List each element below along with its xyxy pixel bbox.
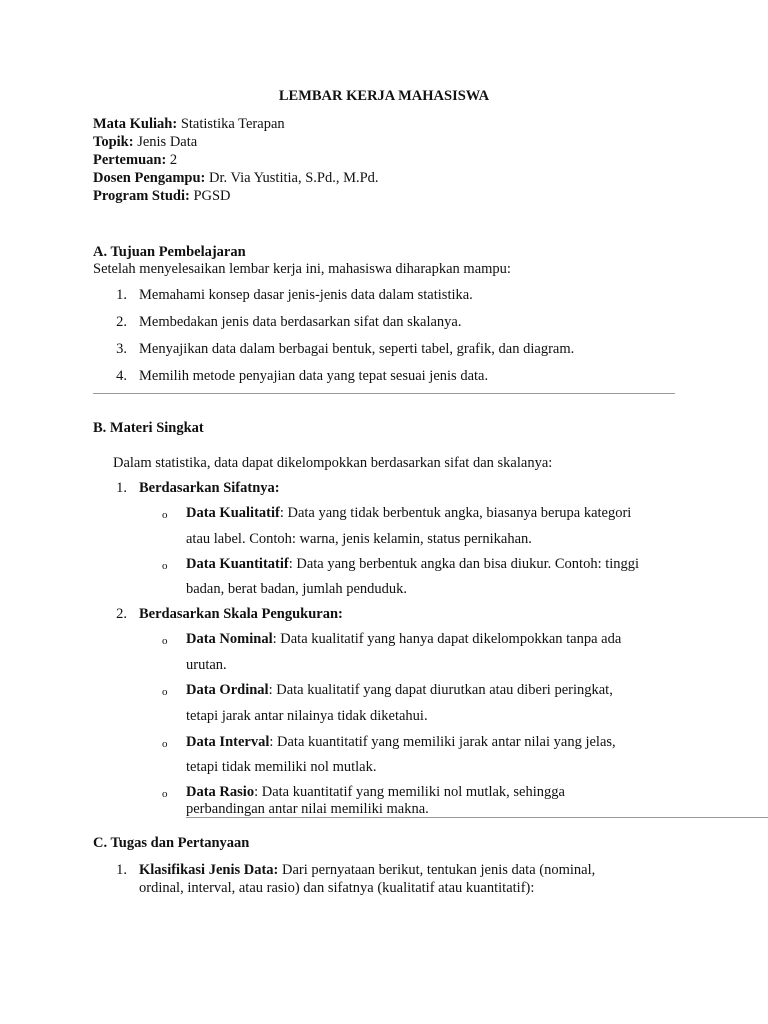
definition-text: : Data kuantitatif yang memiliki jarak antar nilai yang jelas, [269,734,616,750]
list-number: 2. [116,606,127,622]
meta-topic [93,133,197,151]
group-title: Berdasarkan Skala Pengukuran: [139,606,343,622]
page-title: LEMBAR KERJA MAHASISWA [278,88,490,104]
bullet-icon: o [162,560,168,572]
definition-continuation: perbandingan antar nilai memiliki makna. [186,801,429,817]
section-c-heading: C. Tugas dan Pertanyaan [93,835,250,851]
meta-meeting [93,151,177,169]
list-item: Memahami konsep dasar jenis-jenis data dalam statistika. [139,287,473,303]
definition-item [186,630,621,648]
list-item: Memilih metode penyajian data yang tepat sesuai jenis data. [139,368,489,384]
definition-text: : Data kualitatif yang hanya dapat dikelompokkan tanpa ada [272,631,622,647]
definition-text: : Data kuantitatif yang memiliki nol mutlak, sehingga [254,784,565,800]
bullet-icon: o [162,686,168,698]
bullet-icon: o [162,738,168,750]
definition-term: Data Kuantitatif [186,556,289,572]
meta-program [93,187,231,205]
definition-term: Data Nominal [186,631,273,647]
definition-continuation: badan, berat badan, jumlah penduduk. [186,581,408,597]
task-title: Klasifikasi Jenis Data: [139,862,279,878]
task-item [139,861,595,879]
definition-term: Data Rasio [186,784,255,800]
section-b-heading: B. Materi Singkat [93,420,204,436]
list-item: Membedakan jenis data berdasarkan sifat dan skalanya. [139,314,462,330]
meta-label: Dosen Pengampu: [93,170,206,186]
definition-text: : Data yang berbentuk angka dan bisa diukur. Contoh: tinggi [288,556,640,572]
definition-text: : Data yang tidak berbentuk angka, biasanya berupa kategori [279,505,632,521]
definition-term: Data Ordinal [186,682,269,698]
meta-value: Jenis Data [137,134,198,150]
bullet-icon: o [162,788,168,800]
section-b-intro: Dalam statistika, data dapat dikelompokkan berdasarkan sifat dan skalanya: [113,455,553,471]
meta-value: PGSD [193,188,231,204]
meta-value: Dr. Via Yustitia, S.Pd., M.Pd. [209,170,379,186]
definition-continuation: atau label. Contoh: warna, jenis kelamin, status pernikahan. [186,531,532,547]
list-number: 2. [116,314,127,330]
definition-continuation: urutan. [186,657,227,673]
list-number: 1. [116,862,127,878]
task-continuation: ordinal, interval, atau rasio) dan sifatnya (kualitatif atau kuantitatif): [139,880,535,896]
meta-label: Program Studi: [93,188,190,204]
definition-item [186,733,616,751]
task-text: Dari pernyataan berikut, tentukan jenis data (nominal, [278,862,596,878]
meta-value: Statistika Terapan [180,116,285,132]
definition-term: Data Kualitatif [186,505,280,521]
list-item: Menyajikan data dalam berbagai bentuk, seperti tabel, grafik, dan diagram. [139,341,575,357]
meta-course [93,115,285,133]
definition-continuation: tetapi jarak antar nilainya tidak diketahui. [186,708,428,724]
definition-item [186,555,639,573]
meta-lecturer [93,169,379,187]
list-number: 1. [116,480,127,496]
bullet-icon: o [162,509,168,521]
definition-item [186,504,631,522]
list-number: 3. [116,341,127,357]
meta-label: Pertemuan: [93,152,167,168]
list-number: 4. [116,368,127,384]
definition-item [186,783,565,801]
definition-item [186,681,613,699]
section-divider [93,393,675,394]
definition-continuation: tetapi tidak memiliki nol mutlak. [186,759,377,775]
bullet-icon: o [162,635,168,647]
section-divider [186,817,768,818]
list-number: 1. [116,287,127,303]
definition-term: Data Interval [186,734,270,750]
section-a-intro: Setelah menyelesaikan lembar kerja ini, mahasiswa diharapkan mampu: [93,261,511,277]
meta-value: 2 [169,152,178,168]
group-title: Berdasarkan Sifatnya: [139,480,280,496]
meta-label: Mata Kuliah: [93,116,178,132]
definition-text: : Data kualitatif yang dapat diurutkan atau diberi peringkat, [268,682,613,698]
section-a-heading: A. Tujuan Pembelajaran [93,244,246,260]
meta-label: Topik: [93,134,134,150]
